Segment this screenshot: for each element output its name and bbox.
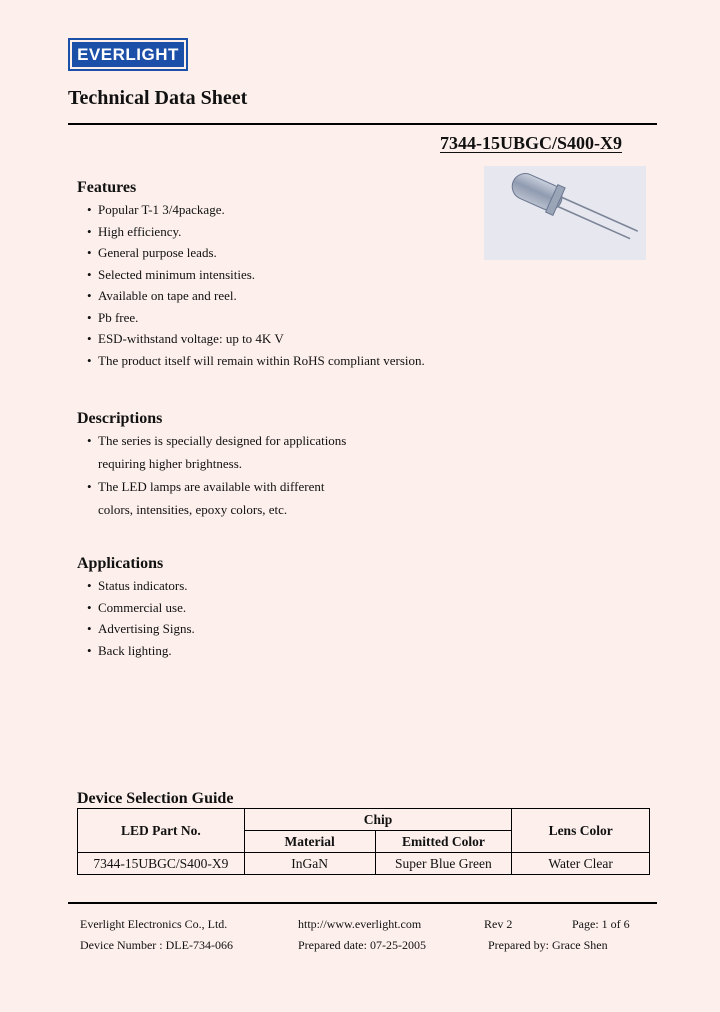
descriptions-list [78, 429, 346, 521]
footer-url[interactable]: http://www.everlight.com [298, 917, 422, 931]
applications-list [78, 575, 195, 661]
footer-page: Page: 1 of 6 [572, 917, 630, 931]
description-line: requiring higher brightness. [98, 456, 243, 471]
column-header-chip: Chip [244, 809, 512, 831]
list-item: • Popular T-1 3/4package. [78, 199, 425, 221]
everlight-logo [68, 38, 188, 71]
cell-lens: Water Clear [512, 853, 650, 875]
footer-device-number: Device Number : DLE-734-066 [80, 938, 233, 952]
cell-part: 7344-15UBGC/S400-X9 [78, 853, 245, 875]
list-item [78, 475, 346, 498]
features-list [78, 199, 425, 371]
list-item [78, 429, 346, 452]
description-line: The series is specially designed for applications [98, 433, 347, 448]
description-line: colors, intensities, epoxy colors, etc. [98, 502, 288, 517]
table-row [78, 853, 650, 875]
list-item: • Back lighting. [78, 640, 195, 662]
footer-divider [68, 902, 657, 904]
column-header-material: Material [244, 831, 375, 853]
footer-rev: Rev 2 [484, 917, 513, 931]
footer-company: Everlight Electronics Co., Ltd. [80, 917, 228, 931]
column-header-lens: Lens Color [512, 809, 650, 853]
cell-material: InGaN [244, 853, 375, 875]
column-header-emitted: Emitted Color [375, 831, 512, 853]
led-lamp-icon [484, 166, 646, 260]
description-line: The LED lamps are available with different [98, 479, 325, 494]
led-lamp-photo [484, 166, 646, 260]
header-divider [68, 123, 657, 125]
logo-text: EVERLIGHT [72, 42, 184, 67]
list-item: • Selected minimum intensities. [78, 264, 425, 286]
part-number: 7344-15UBGC/S400-X9 [440, 133, 623, 153]
column-header-part: LED Part No. [78, 809, 245, 853]
footer-prepared-by: Prepared by: Grace Shen [488, 938, 608, 952]
page-title: Technical Data Sheet [68, 87, 248, 109]
descriptions-heading: Descriptions [77, 410, 163, 427]
list-item: • High efficiency. [78, 221, 425, 243]
list-item: • The product itself will remain within RoHS compliant version. [78, 350, 425, 372]
list-item: • Commercial use. [78, 597, 195, 619]
list-item: • Available on tape and reel. [78, 285, 425, 307]
cell-emitted: Super Blue Green [375, 853, 512, 875]
list-item: • General purpose leads. [78, 242, 425, 264]
selection-guide-heading: Device Selection Guide [77, 790, 234, 807]
device-selection-table [77, 808, 650, 875]
list-item: • Advertising Signs. [78, 618, 195, 640]
features-heading: Features [77, 179, 137, 196]
footer-prepared-date: Prepared date: 07-25-2005 [298, 938, 426, 952]
applications-heading: Applications [77, 555, 164, 572]
list-item: • ESD-withstand voltage: up to 4K V [78, 328, 425, 350]
list-item: • Status indicators. [78, 575, 195, 597]
list-item: • Pb free. [78, 307, 425, 329]
